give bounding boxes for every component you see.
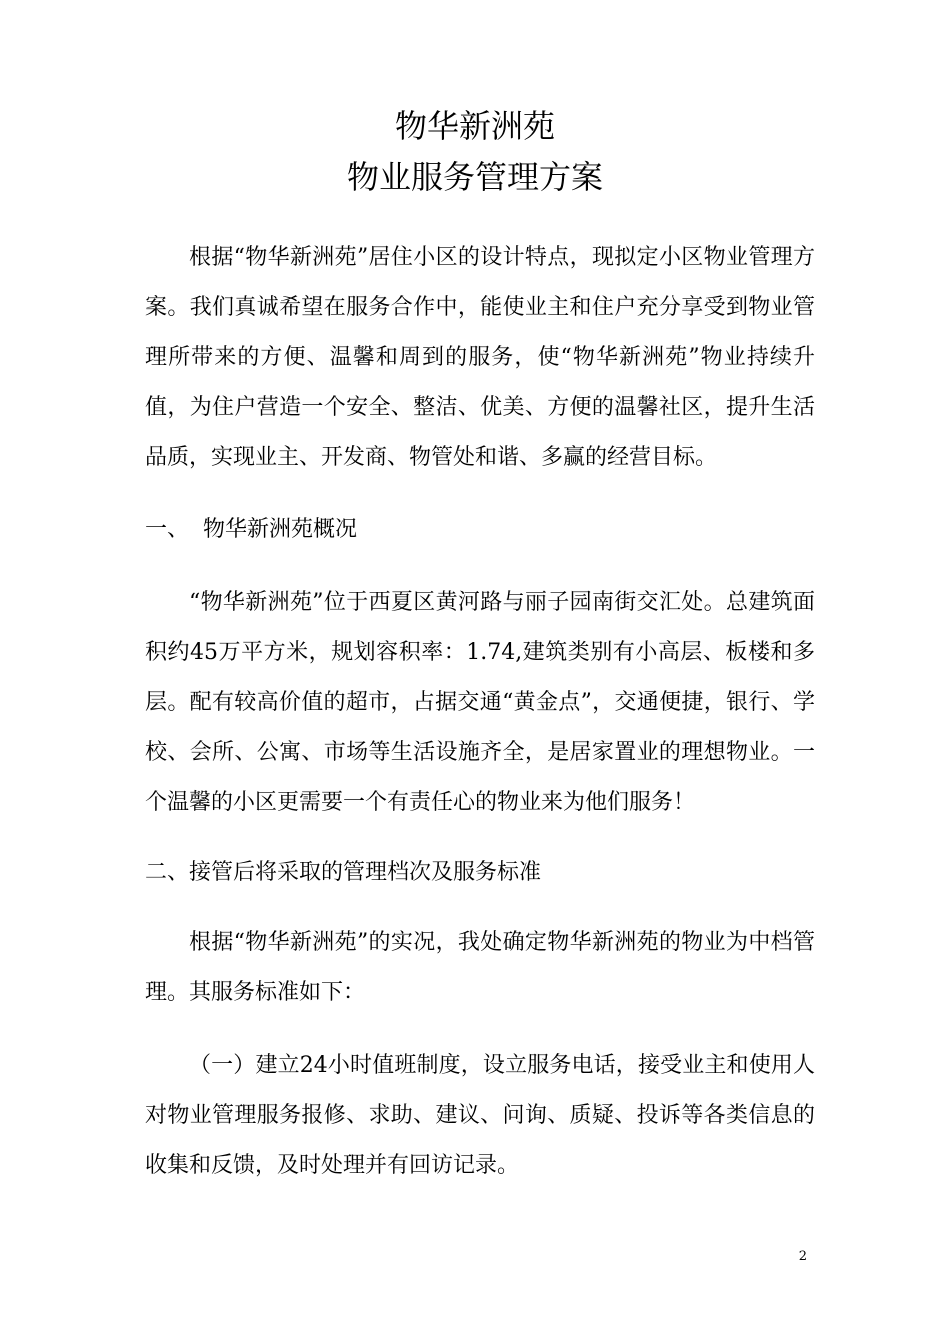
section-2-heading: 二、接管后将采取的管理档次及服务标准 bbox=[145, 860, 542, 885]
section-1-paragraph: “物华新洲苑”位于西夏区黄河路与丽子园南街交汇处。总建筑面积约45万平方米，规划容积率：1.74,建筑类别有小高层、板楼和多层。配有较高价值的超市，占据交通“黄金点”，交通便捷，银行、学校、会所、公寓、市场等生活设施齐全，是居家置业的理想物业。一个温馨的小区更需要一个有责任心的物业来为他们服务！ bbox=[145, 590, 815, 815]
page-number: 2 bbox=[798, 1249, 807, 1264]
section-2-paragraph: 根据“物华新洲苑”的实况，我处确定物华新洲苑的物业为中档管理。其服务标准如下： bbox=[145, 930, 815, 1005]
section-1-title: 物华新洲苑概况 bbox=[203, 517, 358, 542]
section-2-item-1: （一）建立24小时值班制度，设立服务电话，接受业主和使用人对物业管理服务报修、求助、建议、问询、质疑、投诉等各类信息的收集和反馈，及时处理并有回访记录。 bbox=[145, 1053, 815, 1178]
document-subtitle: 物业服务管理方案 bbox=[346, 158, 603, 196]
document-title: 物华新洲苑 bbox=[394, 107, 555, 145]
intro-paragraph: 根据“物华新洲苑”居住小区的设计特点，现拟定小区物业管理方案。我们真诚希望在服务合作中，能使业主和住户充分享受到物业管理所带来的方便、温馨和周到的服务，使“物华新洲苑”物业持续升值，为住户营造一个安全、整洁、优美、方便的温馨社区，提升生活品质，实现业主、开发商、物管处和谐、多赢的经营目标。 bbox=[145, 245, 815, 470]
section-1-heading bbox=[145, 505, 815, 555]
section-1-number: 一、 bbox=[145, 517, 190, 542]
